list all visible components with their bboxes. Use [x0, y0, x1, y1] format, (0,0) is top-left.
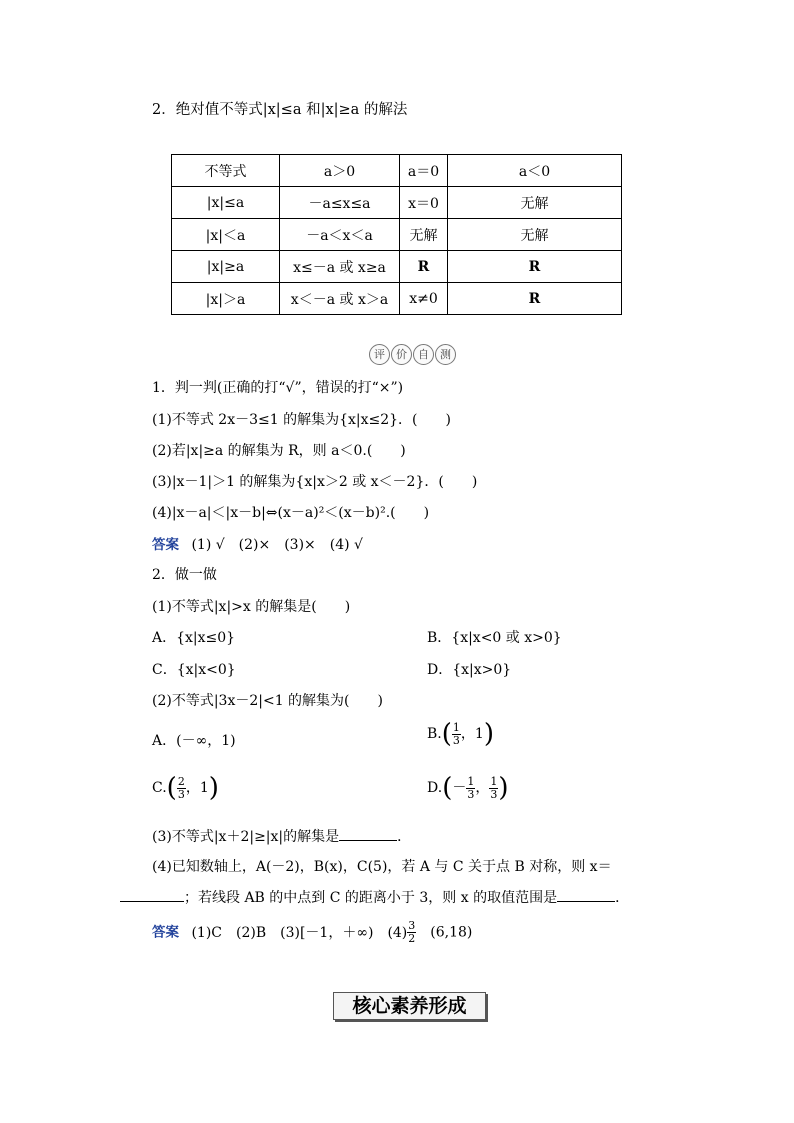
q2-p3	[152, 826, 411, 846]
fraction	[452, 722, 461, 747]
fraction-numerator: 1	[490, 774, 498, 788]
left-paren-icon: (	[442, 773, 453, 803]
badge-char: 价	[391, 344, 412, 365]
fraction-denominator: 3	[490, 787, 498, 801]
table-row	[172, 283, 622, 315]
fraction	[466, 776, 475, 801]
answer-tail: (6,18)	[416, 924, 473, 941]
table-row	[172, 219, 622, 251]
q2-p2-option-d	[427, 773, 509, 803]
table-cell: |x|≥a	[172, 251, 280, 283]
badge-char: 自	[413, 344, 434, 365]
fraction-denominator: 3	[452, 733, 460, 747]
q2-answer	[152, 920, 472, 945]
q2-p4-line2-end: ．	[615, 890, 630, 906]
right-paren-icon: )	[483, 719, 494, 749]
table-cell: R	[400, 251, 448, 283]
option-tail: ，1	[460, 726, 484, 742]
q2-p2-option-a: A．(－∞，1)	[152, 733, 236, 749]
fraction	[407, 920, 416, 945]
table-header-cell: 不等式	[172, 155, 280, 187]
fraction-numerator: 2	[177, 774, 185, 788]
table-cell: －a≤x≤a	[280, 187, 400, 219]
q2-p4-line1: (4)已知数轴上，A(－2)，B(x)，C(5)，若 A 与 C 关于点 B 对称，则 x＝	[152, 859, 612, 875]
q2-p1-stem: (1)不等式|x|>x 的解集是( )	[152, 599, 351, 615]
fraction-numerator: 1	[467, 774, 475, 788]
table-cell: R	[448, 283, 622, 315]
table-cell: 无解	[448, 219, 622, 251]
solution-table	[171, 154, 622, 315]
option-tail: ，1	[185, 780, 209, 796]
separator: ，	[475, 780, 490, 796]
table-cell: 无解	[448, 187, 622, 219]
table-cell: |x|≤a	[172, 187, 280, 219]
table-header-cell: a＞0	[280, 155, 400, 187]
table-cell: |x|＜a	[172, 219, 280, 251]
q2-p1-option-a: A．{x|x≤0}	[152, 630, 236, 646]
answer-blank[interactable]	[120, 889, 184, 902]
q2-p2-stem: (2)不等式|3x－2|<1 的解集为( )	[152, 693, 383, 709]
minus-sign: －	[452, 780, 467, 796]
option-prefix: C.	[152, 780, 167, 796]
q2-p3-text: (3)不等式|x＋2|≥|x|的解集是	[152, 829, 340, 845]
answer-text: (1)C (2)B (3)[－1，＋∞) (4)	[191, 924, 408, 941]
option-prefix: D.	[427, 780, 443, 796]
table-row	[172, 251, 622, 283]
q1-item: (2)若|x|≥a 的解集为 R，则 a＜0.( )	[152, 443, 406, 459]
q1-title: 1．判一判(正确的打“√”，错误的打“×”)	[152, 380, 404, 396]
section-heading: 2．绝对值不等式|x|≤a 和|x|≥a 的解法	[152, 102, 408, 118]
fraction-denominator: 3	[177, 787, 185, 801]
table-cell: |x|＞a	[172, 283, 280, 315]
fraction-numerator: 3	[408, 919, 416, 932]
answer-blank[interactable]	[339, 828, 397, 841]
q1-answer	[152, 533, 363, 554]
fraction-denominator: 3	[467, 787, 475, 801]
left-paren-icon: (	[441, 719, 452, 749]
fraction-denominator: 2	[408, 932, 416, 945]
right-paren-icon: )	[498, 773, 509, 803]
q1-item: (4)|x－a|＜|x－b|⇔(x－a)²＜(x－b)².( )	[152, 505, 430, 521]
table-cell: －a＜x＜a	[280, 219, 400, 251]
q2-p3-end: ．	[397, 829, 412, 845]
q2-p1-option-d: D．{x|x>0}	[427, 662, 512, 678]
table-row	[172, 187, 622, 219]
table-header-cell: a＝0	[400, 155, 448, 187]
table-header-row	[172, 155, 622, 187]
core-literacy-section-title: 核心素养形成	[333, 992, 486, 1020]
q2-p4-line2-text: ；若线段 AB 的中点到 C 的距离小于 3，则 x 的取值范围是	[184, 890, 558, 906]
table-cell: x≠0	[400, 283, 448, 315]
answer-label: 答案	[152, 537, 179, 553]
left-paren-icon: (	[166, 773, 177, 803]
q1-item: (3)|x－1|＞1 的解集为{x|x＞2 或 x＜－2}．( )	[152, 474, 478, 490]
table-cell: R	[448, 251, 622, 283]
badge-char: 测	[435, 344, 456, 365]
table-cell: x＜－a 或 x＞a	[280, 283, 400, 315]
q1-item: (1)不等式 2x－3≤1 的解集为{x|x≤2}．( )	[152, 412, 451, 428]
q2-p1-option-c: C．{x|x<0}	[152, 662, 236, 678]
right-paren-icon: )	[208, 773, 219, 803]
q2-title: 2．做一做	[152, 567, 217, 583]
answer-label: 答案	[152, 924, 179, 941]
answer-blank[interactable]	[557, 889, 615, 902]
q2-p4-line2	[120, 887, 629, 907]
fraction	[489, 776, 498, 801]
table-cell: x＝0	[400, 187, 448, 219]
fraction-numerator: 1	[452, 720, 460, 734]
answer-text: (1) √ (2)× (3)× (4) √	[191, 537, 363, 553]
table-cell: 无解	[400, 219, 448, 251]
q2-p2-option-c	[152, 773, 219, 803]
table-cell: x≤－a 或 x≥a	[280, 251, 400, 283]
q2-p1-option-b: B．{x|x<0 或 x>0}	[427, 630, 562, 646]
option-prefix: B.	[427, 726, 442, 742]
q2-p2-option-b	[427, 719, 494, 749]
badge-char: 评	[369, 344, 390, 365]
table-header-cell: a＜0	[448, 155, 622, 187]
self-assessment-badge	[369, 344, 457, 364]
fraction	[177, 776, 186, 801]
